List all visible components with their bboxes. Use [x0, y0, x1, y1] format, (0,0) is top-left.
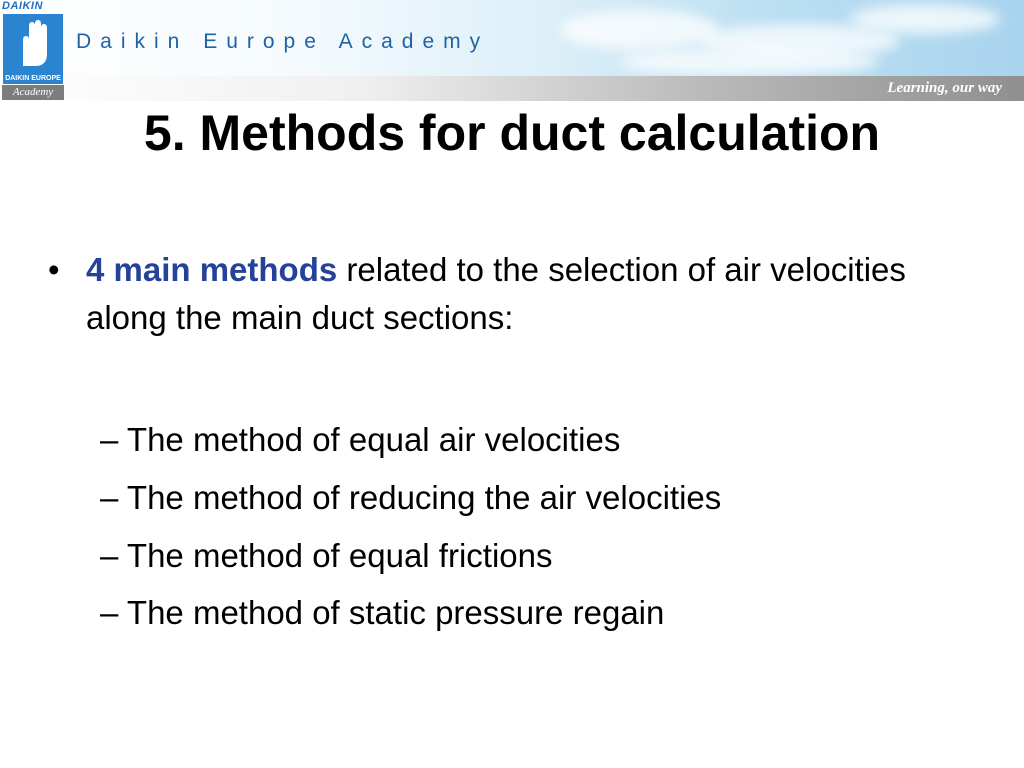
brand-name: Daikin Europe Academy — [76, 30, 490, 53]
sub-item-static-regain: – The method of static pressure regain — [100, 594, 665, 631]
sub-item-reducing-velocities: – The method of reducing the air velocities — [100, 479, 722, 516]
daikin-logo — [0, 0, 66, 100]
tagline: Learning, our way — [887, 80, 1002, 96]
logo-daikin-text: DAIKIN — [2, 0, 43, 12]
bullet-highlight: 4 main methods — [86, 251, 338, 288]
hand-icon — [3, 14, 63, 74]
logo-hand-emblem — [3, 14, 63, 84]
bullet-text — [86, 246, 966, 342]
logo-academy-label: Academy — [2, 85, 64, 100]
slide-title: 5. Methods for duct calculation — [143, 105, 881, 161]
bullet-body: related to the selection of air velocities along the main duct sections: — [86, 251, 906, 336]
sub-item-equal-velocities: – The method of equal air velocities — [100, 421, 621, 458]
bullet-dot: • — [48, 251, 60, 288]
header-bar — [0, 76, 1024, 101]
logo-box-label: DAIKIN EUROPE — [5, 75, 61, 82]
sub-item-equal-frictions: – The method of equal frictions — [100, 537, 553, 574]
